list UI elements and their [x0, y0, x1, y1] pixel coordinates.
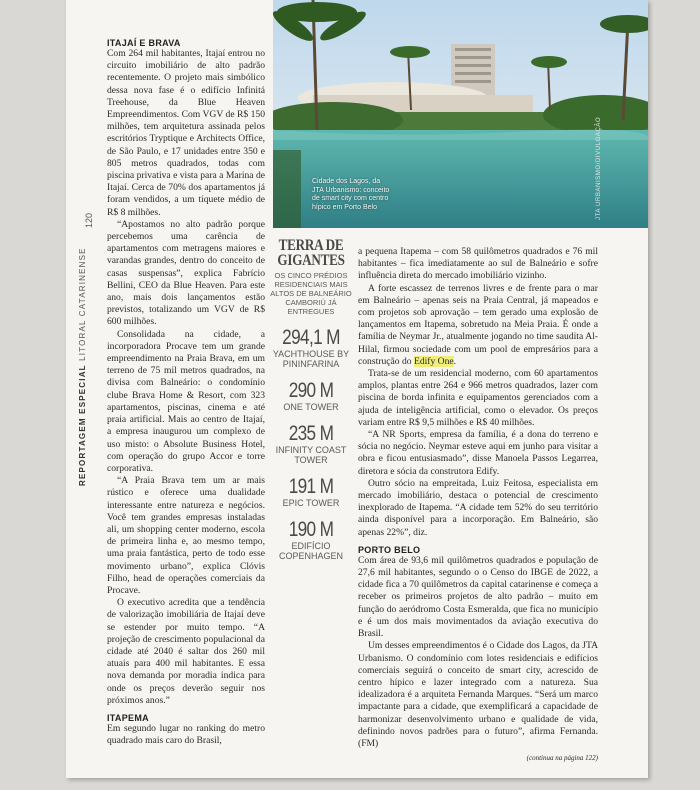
- ranking-item: [270, 327, 352, 369]
- paragraph-text: A forte escassez de terrenos livres e de frente para o mar em Balneário – apenas seis na Praia Central, já mapeados e com projetos sob aprovação – tem gerado uma explosão de lançamentos em Itapema, sobretudo na Meia Praia. É onde a família de Neymar Jr., atualmente jogando no time saudita Al-Hilal, firmou sociedade com um pool de empresários para a construção do: [358, 282, 598, 367]
- section-label: [78, 247, 87, 486]
- building-height: 294,1 M: [282, 326, 340, 349]
- paragraph: “A Praia Brava tem um ar mais rústico e oferece uma dualidade interessante entre natureza e negócios. Você tem grandes empresas instaladas ali, um shopping center moderno, escola de primeira linha e, ao mesmo tempo, uma praia fantástica, perto de todo esse movimento urbano”, explica Clóvis Filho, head de operações comerciais da Procave.: [107, 475, 265, 596]
- paragraph: Em segundo lugar no ranking do metro quadrado mais caro do Brasil,: [107, 722, 265, 747]
- photo-caption: Cidade dos Lagos, da JTA Urbanismo: conceito de smart city com centro hípico em Porto Belo: [312, 178, 390, 211]
- section-label-bold: REPORTAGEM ESPECIAL: [78, 364, 87, 486]
- paragraph: Um desses empreendimentos é o Cidade dos Lagos, da JTA Urbanismo. O condomínio com lotes residenciais e edifícios comerciais seguirá o conceito de smart city, acrescido de centro hípico e lazer integrado com a natureza. Sua idealizadora é a arquiteta Fernanda Marques. “Será um marco impactante para a cidade, que exemplificará a capacidade de harmonizar desenvolvimento urbano e qualidade de vida, definindo novos padrões para o futuro”, afirma Fernanda. (FM): [358, 640, 598, 749]
- ranking-sidebar: [270, 238, 352, 561]
- paragraph: a pequena Itapema – com 58 quilômetros quadrados e 76 mil habitantes – fica imediatamente ao sul de Balneário e sofre influência direta do mercado imobiliário vizinho.: [358, 246, 598, 282]
- paragraph: Outro sócio na empreitada, Luiz Feitosa, especialista em mercado imobiliário, destaca o potencial de crescimento inexplorado de Itapema. “A cidade tem 52% do seu território ainda disponível para a incorporação. Em Balneário, são apenas 22%”, diz.: [358, 477, 598, 538]
- paragraph: “Apostamos no alto padrão porque percebemos uma carência de apartamentos com metragens maiores e varandas grandes, dentro do conceito de casas suspensas”, explica Fabrício Bellini, CEO da Blue Heaven. Para este ano, mais dois lançamentos estão previstos, totalizando um VGV de R$ 600 milhões.: [107, 218, 265, 328]
- ranking-item: [270, 423, 352, 465]
- paragraph: O executivo acredita que a tendência de valorização imobiliária de Itajaí deve se estender por muito tempo. “A projeção de crescimento populacional da cidade até 2040 é saltar dos 260 mil atuais para 400 mil habitantes. E essa nova demanda por moradia indica para onde os preços deverão seguir nos próximos anos.”: [107, 597, 265, 706]
- sidebar-title: TERRA DE GIGANTES: [277, 237, 345, 269]
- ranking-item: [270, 519, 352, 561]
- section-label-thin: LITORAL CATARINENSE: [78, 247, 87, 361]
- heading-itajai: ITAJAÍ E BRAVA: [107, 38, 181, 48]
- building-name: ONE TOWER: [283, 402, 339, 412]
- building-height: 191 M: [288, 475, 334, 498]
- paragraph: [358, 283, 598, 368]
- paragraph: Com 264 mil habitantes, Itajaí entrou no circuito imobiliário de alto padrão recentemente. O projeto mais simbólico dessa nova fase é o edifício Infinitá Treehouse, da Blue Heaven Empreendimentos. Com VGV de R$ 150 milhões, tem arquitetura assinada pelos escritórios Tryptique e Architects Office, de São Paulo, e 17 unidades entre 350 e 805 metros quadrados, todas com piscina privativa e vista para a Marina de Itajaí. Cerca de 70% dos apartamentos já foram vendidos, a um tíquete médio de R$ 8 milhões.: [107, 48, 265, 218]
- paragraph: Consolidada na cidade, a incorporadora Procave tem um grande empreendimento na Praia Brava, em um terreno de 75 mil metros quadrados, na divisa com Balneário: o condomínio clube Brava Home & Resort, com 323 apartamentos, piscinas, cinema e até praia artificial. Mais ao centro de Itajaí, a empresa inaugurou um complexo de uso misto: o Absolute Business Hotel, com operação do grupo Accor e torre corporativa.: [107, 328, 265, 474]
- building-height: 290 M: [288, 379, 334, 402]
- page-number: 120: [84, 212, 94, 228]
- sidebar-subtitle: OS CINCO PRÉDIOS RESIDENCIAIS MAIS ALTOS DE BALNEÁRIO CAMBORIÚ JÁ ENTREGUES: [270, 271, 352, 316]
- building-name: YACHTHOUSE BY PININFARINA: [272, 349, 350, 369]
- paragraph: Com área de 93,6 mil quilômetros quadrados e população de 27,6 mil habitantes, segundo o o Censo do IBGE de 2022, a cidade fica a 70 quilômetros da capital catarinense e começa a receber os primeiros projetos de alto padrão – muito em função do aeródromo Costa Esmeralda, que fica no município e é um dos mais movimentados da aviação executiva do Brasil.: [358, 554, 598, 640]
- building-name: EDIFÍCIO COPENHAGEN: [278, 541, 343, 561]
- paragraph-end: .: [453, 355, 457, 367]
- paragraph: “A NR Sports, empresa da família, é a dona do terreno e sócia no negócio. Neymar esteve aqui em junho para visitar a obra e ficou entusiasmado”, disse Manoela Passos Legarrea, diretora e sócia da construtora Edify.: [358, 429, 598, 477]
- building-name: INFINITY COAST TOWER: [275, 445, 347, 465]
- column-right: [358, 246, 598, 764]
- ranking-item: [270, 476, 352, 508]
- building-name: EPIC TOWER: [282, 498, 340, 508]
- ranking-item: [270, 380, 352, 412]
- highlighted-text: Edify One: [413, 355, 454, 367]
- photo-credit: JTA URBANISMO/DIVULGAÇÃO: [596, 116, 602, 220]
- heading-porto-belo: PORTO BELO: [358, 544, 421, 555]
- heading-itapema: ITAPEMA: [107, 712, 149, 723]
- paragraph: Trata-se de um residencial moderno, com 60 apartamentos amplos, plantas entre 264 e 966 metros quadrados, lazer com piscina de borda infinita e equipamentos gerenciados com a ajuda de inteligência artificial, como o elevador. Os preços variam entre R$ 9,5 milhões e R$ 40 milhões.: [358, 368, 598, 428]
- building-height: 190 M: [288, 518, 334, 541]
- column-left: [107, 38, 265, 747]
- continued-note: (continua na página 122): [526, 754, 598, 763]
- building-height: 235 M: [288, 422, 334, 445]
